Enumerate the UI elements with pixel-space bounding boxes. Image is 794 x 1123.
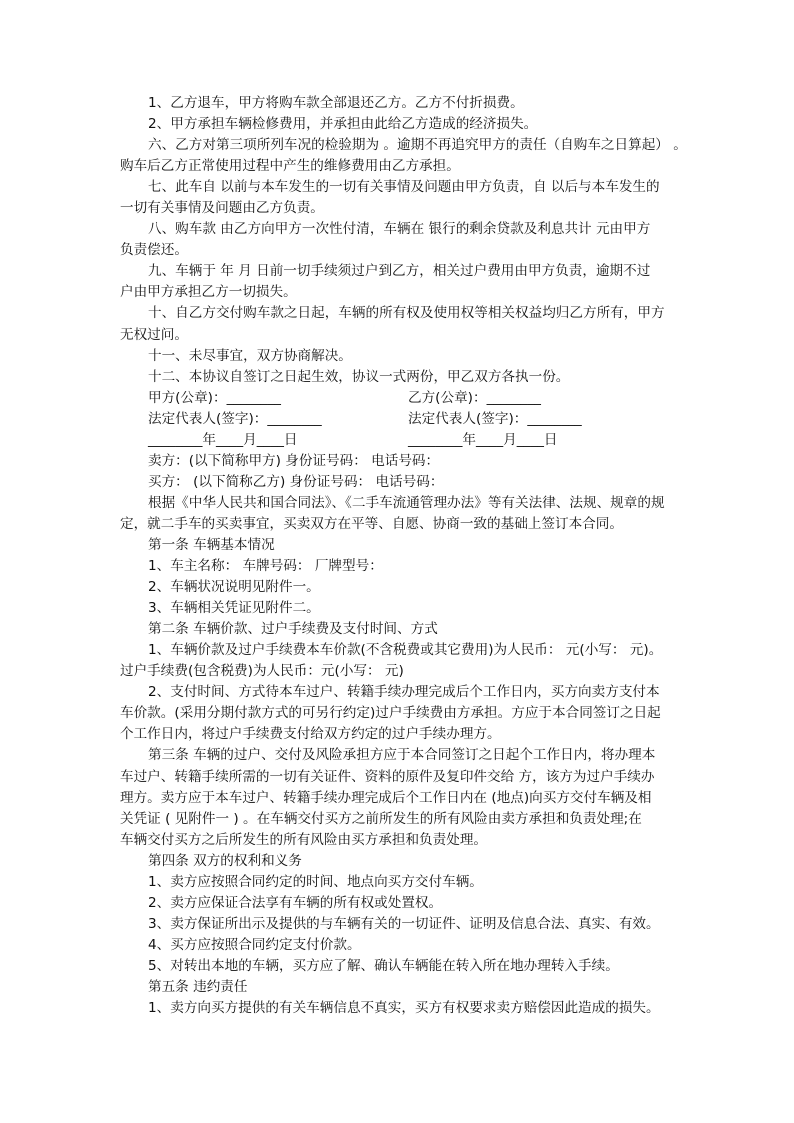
paragraph-line: 定，就二手车的买卖事宜，买卖双方在平等、自愿、协商一致的基础上签订本合同。 [120,515,623,532]
signature-row [120,388,690,409]
paragraph-line: 车辆交付买方之后所发生的所有风险由买方承担和负责处理。 [120,831,488,848]
paragraph-line: 1、车主名称： 车牌号码： 厂牌型号： [148,558,383,575]
party-b-signature-field: 乙方(公章)：________ [408,389,541,406]
paragraph-line: 理方。卖方应于本车过户、转籍手续办理完成后个工作日内在 (地点)向买方交付车辆及相 [120,789,652,806]
party-a-signature-field: 法定代表人(签字)：________ [148,410,322,427]
party-b-signature-field: 法定代表人(签字)：________ [408,410,582,427]
paragraph-line: 八、购车款 由乙方向甲方一次性付清，车辆在 银行的剩余贷款及利息共计 元由甲方 [148,221,651,238]
paragraph-line: 3、卖方保证所出示及提供的与车辆有关的一切证件、证明及信息合法、真实、有效。 [148,915,660,932]
paragraph-line: 第二条 车辆价款、过户手续费及支付时间、方式 [148,621,438,638]
party-a-signature-field: 甲方(公章)：________ [148,389,281,406]
paragraph-line: 2、卖方应保证合法享有车辆的所有权或处置权。 [148,894,443,911]
paragraph-line: 5、对转出本地的车辆，买方应了解、确认车辆能在转入所在地办理转入手续。 [148,957,619,974]
paragraph-line: 六、乙方对第三项所列车况的检验期为 。逾期不再追究甲方的责任（自购车之日算起） 。 [148,137,687,154]
signature-row [120,430,690,451]
paragraph-line: 2、车辆状况说明见附件一。 [148,579,320,596]
party-a-signature-field: ________年____月____日 [148,431,298,448]
paragraph-line: 十、自乙方交付购车款之日起，车辆的所有权及使用权等相关权益均归乙方所有，甲方 [148,305,665,322]
party-b-signature-field: ________年____月____日 [408,431,558,448]
paragraph-line: 户由甲方承担乙方一切损失。 [120,284,297,301]
paragraph-line: 车价款。(采用分期付款方式的可另行约定)过户手续费由方承担。方应于本合同签订之日起 [120,705,661,722]
paragraph-line: 十一、未尽事宜，双方协商解决。 [148,347,352,364]
paragraph-line: 个工作日内，将过户手续费支付给双方约定的过户手续办理方。 [120,726,501,743]
paragraph-line: 第一条 车辆基本情况 [148,536,275,553]
paragraph-line: 1、车辆价款及过户手续费本车价款(不含税费或其它费用)为人民币： 元(小写： 元)。 [148,642,663,659]
paragraph-line: 过户手续费(包含税费)为人民币：元(小写： 元) [120,663,404,680]
paragraph-line: 1、乙方退车，甲方将购车款全部退还乙方。乙方不付折损费。 [148,95,524,111]
paragraph-line: 七、此车自 以前与本车发生的一切有关事情及问题由甲方负责，自 以后与本车发生的 [148,179,660,196]
paragraph-line: 卖方：(以下简称甲方) 身份证号码： 电话号码： [148,452,440,469]
paragraph-line: 车过户、转籍手续所需的一切有关证件、资料的原件及复印件交给 方，该方为过户手续办 [120,768,655,785]
paragraph-line: 3、车辆相关凭证见附件二。 [148,600,320,617]
paragraph-line: 第四条 双方的权利和义务 [148,852,302,869]
paragraph-line: 4、买方应按照合同约定支付价款。 [148,936,361,953]
paragraph-line: 2、甲方承担车辆检修费用，并承担由此给乙方造成的经济损失。 [148,116,538,133]
paragraph-line: 购车后乙方正常使用过程中产生的维修费用由乙方承担。 [120,158,460,175]
paragraph-line: 十二、本协议自签订之日起生效，协议一式两份，甲乙双方各执一份。 [148,368,570,385]
paragraph-line: 2、支付时间、方式待本车过户、转籍手续办理完成后个工作日内，买方向卖方支付本 [148,684,660,701]
paragraph-line: 买方： (以下简称乙方) 身份证号码： 电话号码： [148,473,444,490]
contract-body [120,93,690,1019]
paragraph-line: 根据《中华人民共和国合同法》、《二手车流通管理办法》等有关法律、法规、规章的规 [148,494,665,511]
paragraph-line: 第三条 车辆的过户、交付及风险承担方应于本合同签订之日起个工作日内，将办理本 [148,747,656,764]
paragraph-line: 一切有关事情及问题由乙方负责。 [120,200,324,217]
paragraph-line: 第五条 违约责任 [148,978,248,995]
paragraph-line: 1、卖方应按照合同约定的时间、地点向买方交付车辆。 [148,873,483,890]
paragraph-line: 九、车辆于 年 月 日前一切手续须过户到乙方，相关过户费用由甲方负责，逾期不过 [148,263,651,280]
paragraph-line: 负责偿还。 [120,242,188,259]
paragraph-line: 1、卖方向买方提供的有关车辆信息不真实，买方有权要求卖方赔偿因此造成的损失。 [148,1000,660,1017]
signature-row [120,409,690,430]
paragraph-line: 关凭证 ( 见附件一 ) 。在车辆交付买方之前所发生的所有风险由卖方承担和负责处理;在 [120,810,642,827]
paragraph-line: 无权过问。 [120,326,188,343]
